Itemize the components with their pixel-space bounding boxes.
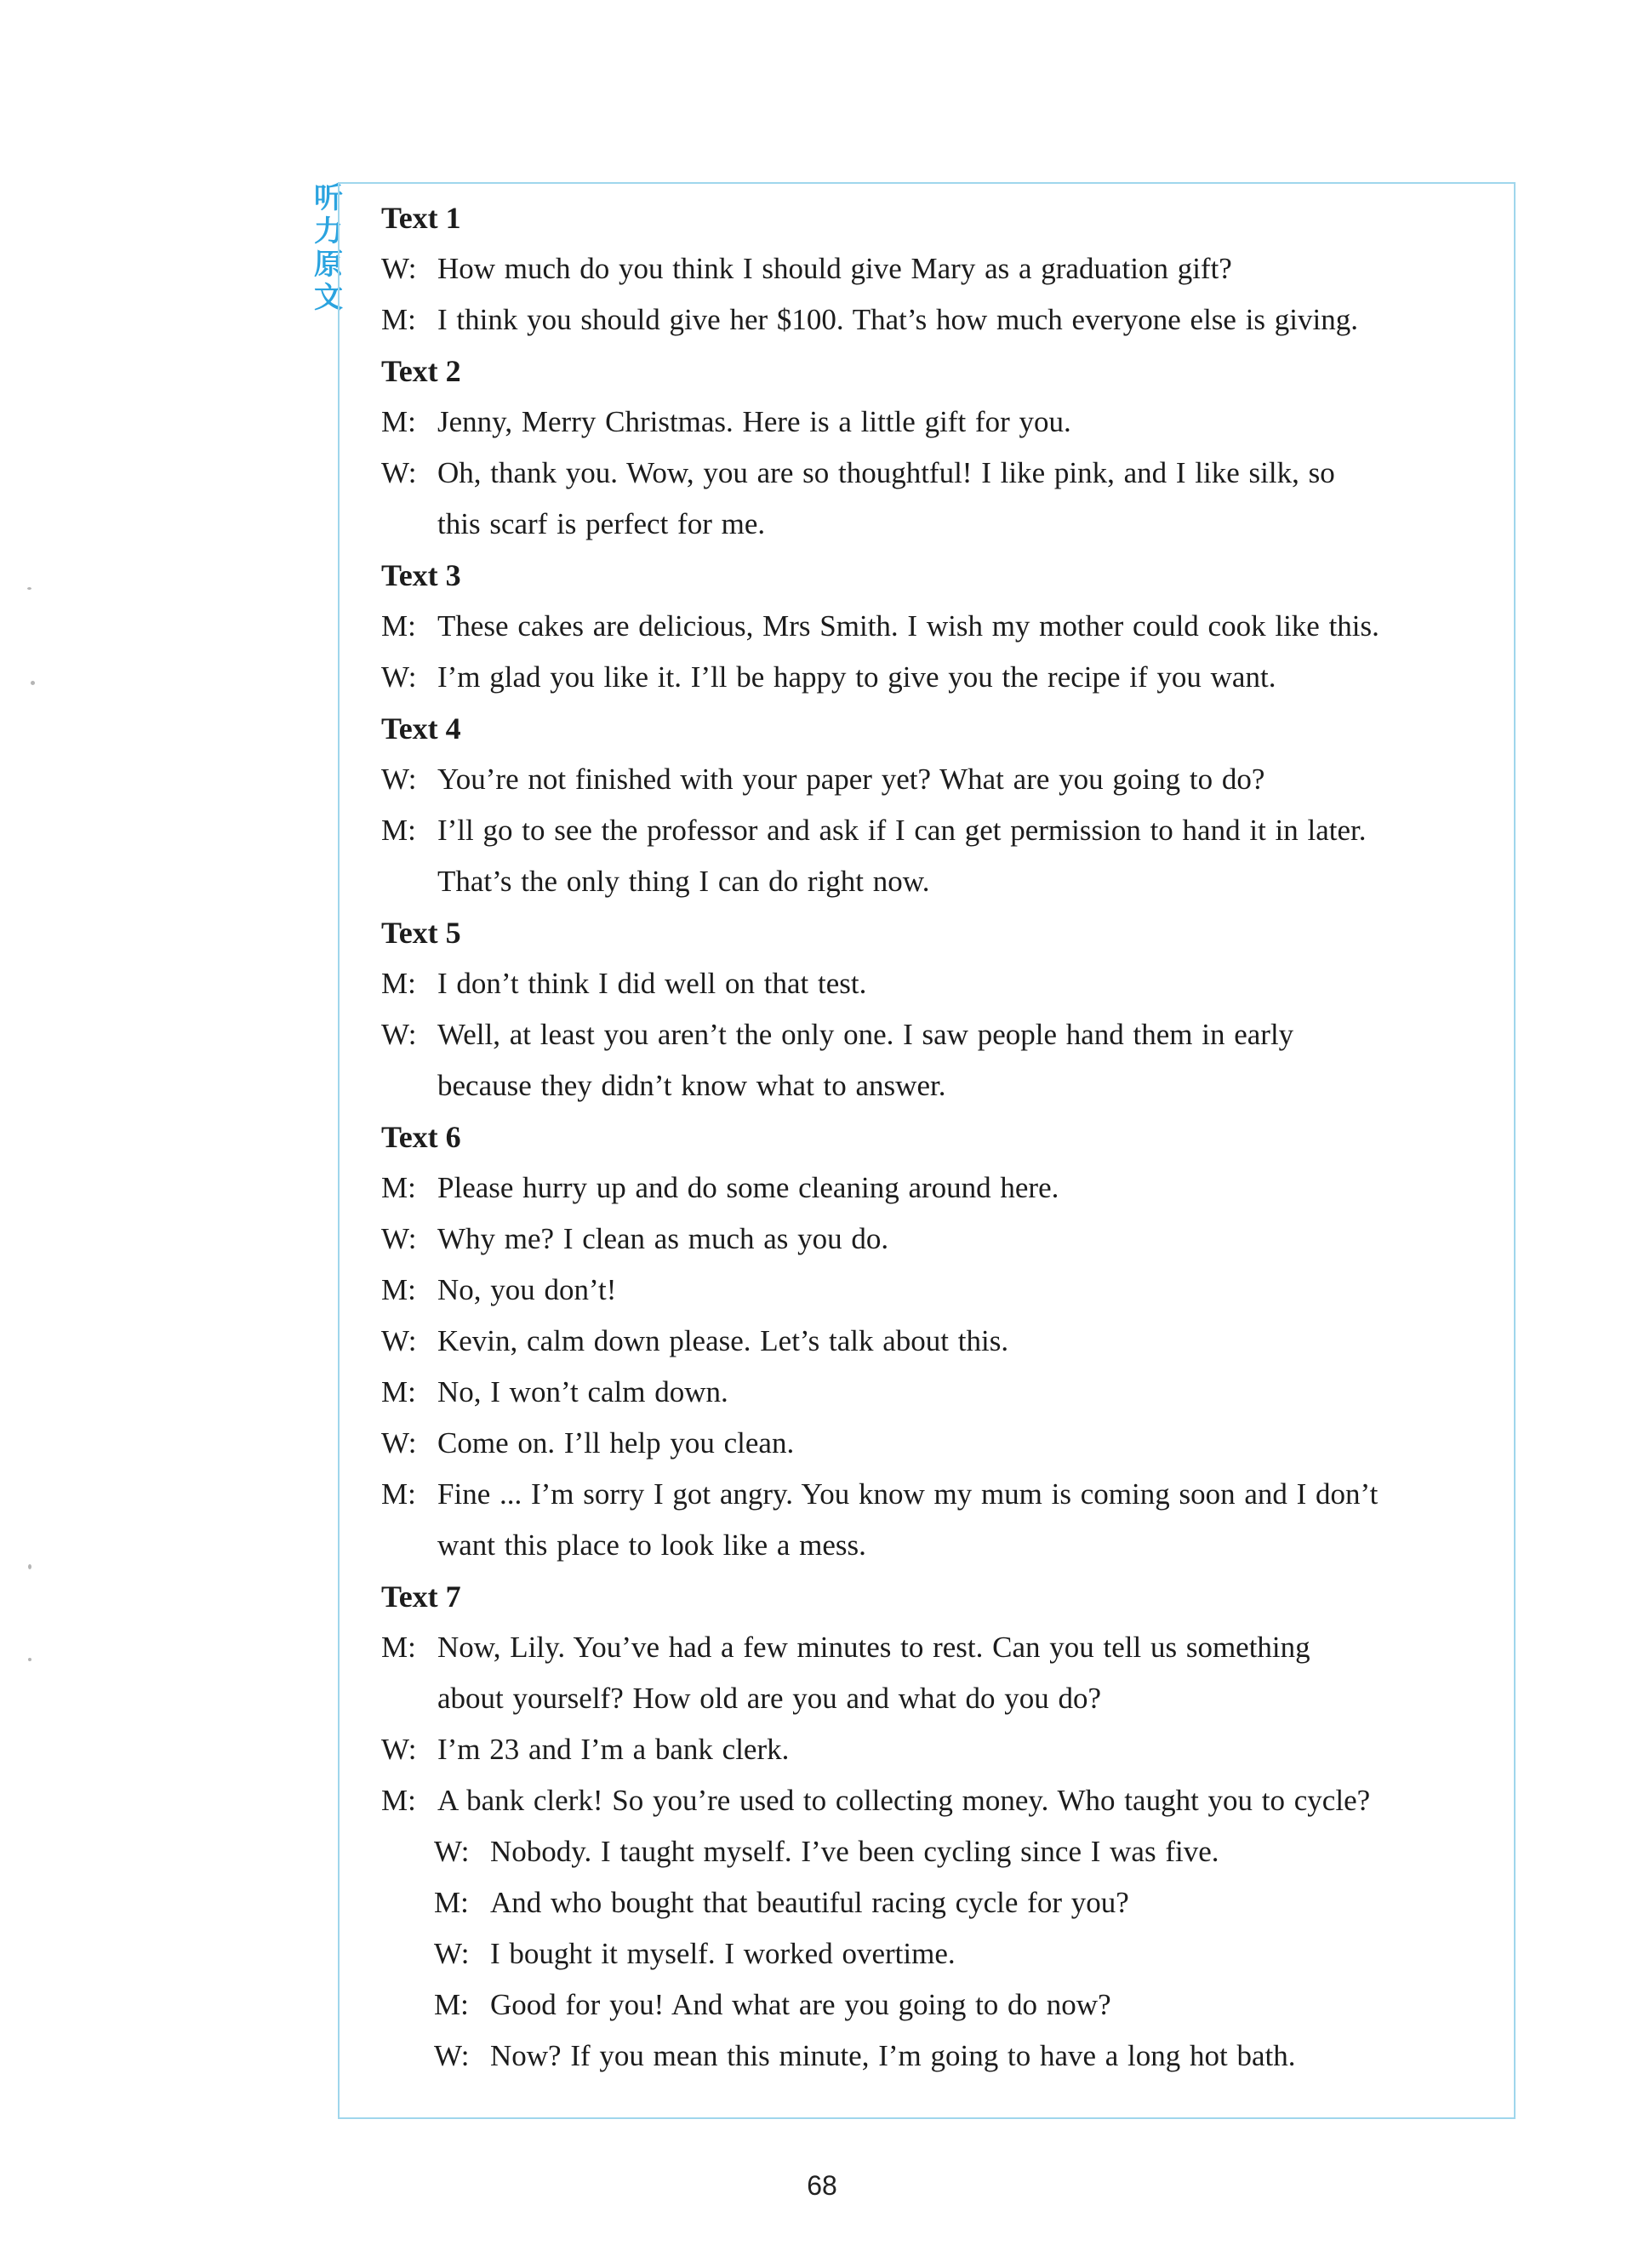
scan-speck [28,1564,31,1569]
section-title: Text 1 [381,201,461,235]
dialogue-line [381,1316,1479,1367]
page-number: 68 [807,2170,837,2201]
dialogue-line [381,499,1479,550]
speaker-label: M: [434,1988,469,2021]
speech-text: because they didn’t know what to answer. [437,1069,946,1102]
speech-text: That’s the only thing I can do right now. [437,865,930,898]
dialogue-line [381,1775,1479,1826]
speech-text: about yourself? How old are you and what do you do? [437,1682,1102,1715]
speech-text: I bought it myself. I worked overtime. [490,1937,956,1970]
dialogue-line [381,1163,1479,1214]
speaker-label: M: [381,967,416,1000]
speech-text: A bank clerk! So you’re used to collecting money. Who taught you to cycle? [437,1784,1371,1817]
dialogue-line [381,448,1479,499]
dialogue-line [381,1520,1479,1571]
dialogue-line [381,652,1479,703]
speech-text: Please hurry up and do some cleaning around here. [437,1171,1059,1204]
dialogue-line [381,1928,1479,1980]
speaker-label: M: [434,1886,469,1919]
speech-text: These cakes are delicious, Mrs Smith. I wish my mother could cook like this. [437,609,1379,643]
dialogue-line [381,1009,1479,1060]
speech-text: Now, Lily. You’ve had a few minutes to rest. Can you tell us something [437,1631,1310,1664]
transcript-content [381,192,1479,2082]
speech-text: Fine ... I’m sorry I got angry. You know my mum is coming soon and I don’t [437,1477,1379,1511]
speech-text: I’m 23 and I’m a bank clerk. [437,1733,790,1766]
section-title: Text 4 [381,711,461,746]
dialogue-line [381,958,1479,1009]
speech-text: I’m glad you like it. I’ll be happy to give you the recipe if you want. [437,660,1276,694]
speaker-label: M: [381,1171,416,1204]
speaker-label: M: [381,1784,416,1817]
speech-text: Why me? I clean as much as you do. [437,1222,889,1255]
speaker-label: W: [381,1733,417,1766]
dialogue-line [381,1877,1479,1928]
section-title: Text 6 [381,1120,461,1154]
speech-text: I’ll go to see the professor and ask if I can get permission to hand it in later. [437,814,1367,847]
dialogue-line [381,601,1479,652]
speaker-label: W: [434,1835,470,1868]
speaker-label: M: [381,814,416,847]
speech-text: No, you don’t! [437,1273,617,1306]
speech-text: want this place to look like a mess. [437,1528,866,1562]
dialogue-line [381,1418,1479,1469]
speaker-label: W: [381,1426,417,1460]
speech-text: Well, at least you aren’t the only one. I saw people hand them in early [437,1018,1294,1051]
dialogue-line [381,856,1479,907]
speech-text: Nobody. I taught myself. I’ve been cycling since I was five. [490,1835,1219,1868]
section-title: Text 5 [381,916,461,950]
speech-text: Kevin, calm down please. Let’s talk about this. [437,1324,1009,1357]
speaker-label: W: [434,2039,470,2072]
dialogue-line [381,805,1479,856]
scan-speck [28,1658,31,1661]
speaker-label: M: [381,1631,416,1664]
speech-text: Good for you! And what are you going to do now? [490,1988,1111,2021]
speech-text: I think you should give her $100. That’s how much everyone else is giving. [437,303,1358,336]
dialogue-line [381,1673,1479,1724]
dialogue-line [381,1469,1479,1520]
section-title: Text 7 [381,1580,461,1614]
section-title: Text 3 [381,558,461,592]
speaker-label: W: [381,252,417,285]
speaker-label: M: [381,405,416,438]
side-tab-char: 听 [314,181,343,215]
speech-text: this scarf is perfect for me. [437,507,766,540]
scan-speck [27,587,31,590]
speaker-label: M: [381,1375,416,1408]
dialogue-line [381,294,1479,346]
dialogue-line [381,754,1479,805]
side-tab-char: 文 [314,281,343,315]
dialogue-line [381,1367,1479,1418]
speech-text: I don’t think I did well on that test. [437,967,867,1000]
dialogue-line [381,1622,1479,1673]
speech-text: Come on. I’ll help you clean. [437,1426,795,1460]
side-tab-char: 力 [314,214,343,249]
speaker-label: W: [434,1937,470,1970]
dialogue-line [381,243,1479,294]
speaker-label: W: [381,763,417,796]
speaker-label: W: [381,456,417,489]
scan-speck [31,681,35,685]
speaker-label: W: [381,1324,417,1357]
speech-text: No, I won’t calm down. [437,1375,728,1408]
dialogue-line [381,1980,1479,2031]
speaker-label: M: [381,303,416,336]
speaker-label: W: [381,1222,417,1255]
dialogue-line [381,397,1479,448]
speech-text: You’re not finished with your paper yet? What are you going to do? [437,763,1265,796]
speaker-label: M: [381,1477,416,1511]
dialogue-line [381,1214,1479,1265]
speech-text: Now? If you mean this minute, I’m going to have a long hot bath. [490,2039,1296,2072]
speaker-label: M: [381,609,416,643]
speaker-label: W: [381,660,417,694]
dialogue-line [381,1724,1479,1775]
speech-text: Jenny, Merry Christmas. Here is a little gift for you. [437,405,1071,438]
speaker-label: W: [381,1018,417,1051]
dialogue-line [381,1265,1479,1316]
dialogue-line [381,1826,1479,1877]
speech-text: And who bought that beautiful racing cycle for you? [490,1886,1129,1919]
dialogue-line [381,2031,1479,2082]
speech-text: Oh, thank you. Wow, you are so thoughtful! I like pink, and I like silk, so [437,456,1335,489]
side-tab-char: 原 [314,248,343,282]
speech-text: How much do you think I should give Mary as a graduation gift? [437,252,1232,285]
speaker-label: M: [381,1273,416,1306]
dialogue-line [381,1060,1479,1111]
section-title: Text 2 [381,354,461,388]
